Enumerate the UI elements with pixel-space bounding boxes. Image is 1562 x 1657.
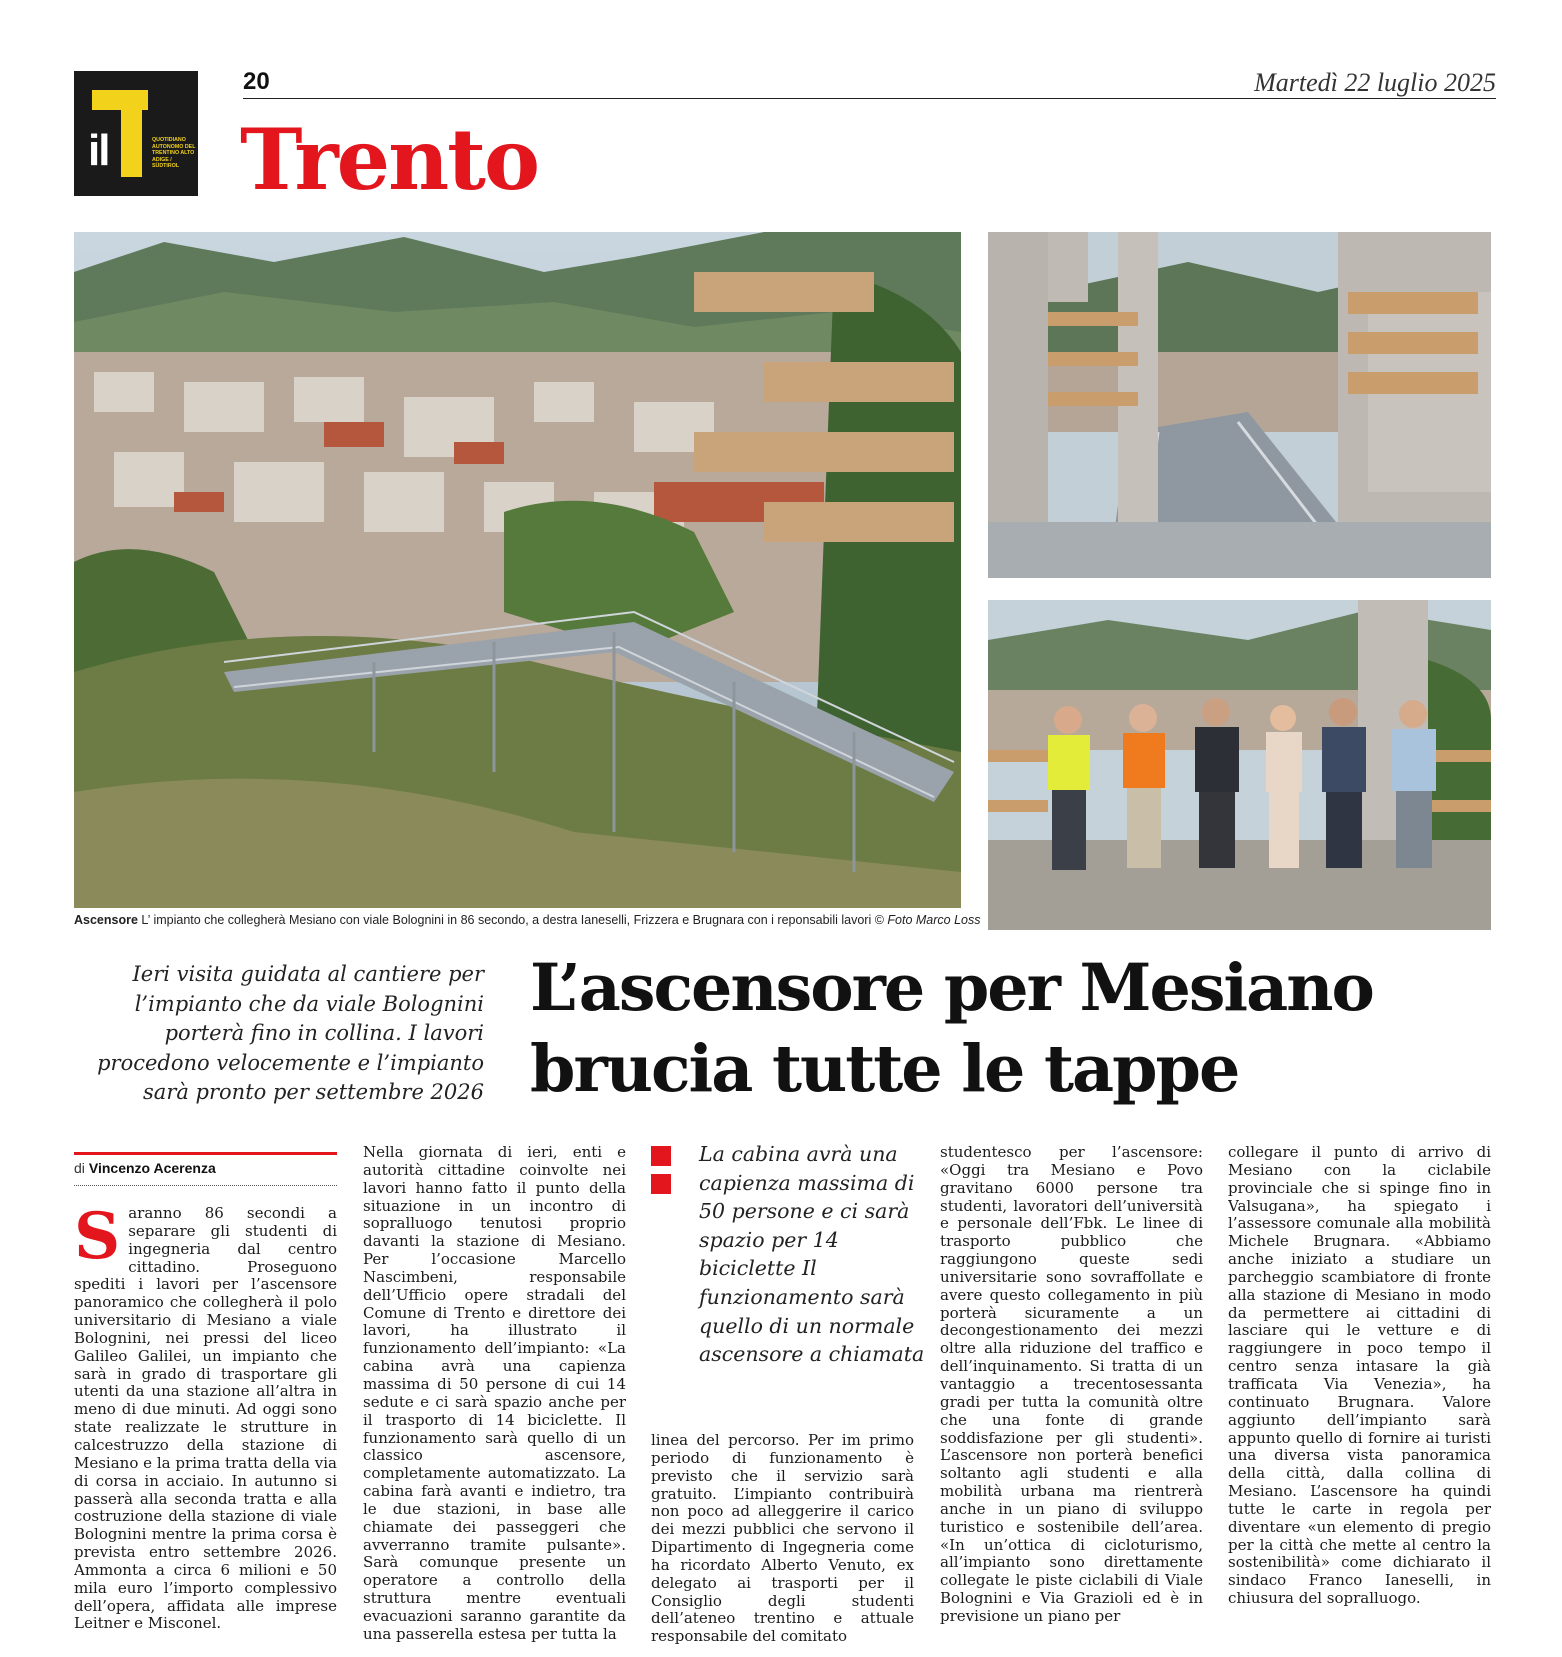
photo-officials-group: [988, 600, 1491, 930]
kicker-line: sarà pronto per settembre 2026: [143, 1080, 484, 1104]
kicker-line: procedono velocemente e l’impianto: [97, 1050, 484, 1075]
main-photo-elevator-track: [74, 232, 961, 908]
article-kicker: [88, 960, 484, 1108]
header-rule: [243, 98, 1496, 99]
caption-label: Ascensore: [74, 913, 138, 927]
dropcap: S: [74, 1205, 121, 1274]
article-column-5: collegare il punto di arrivo di Mesiano con la ciclabile provinciale che si spinge fino in Valsugana», ha spiegato i l’assessore comunale alla mobilità Michele Brugnara. «Abbiamo anche iniziato a studiare un parcheggio scambiatore di fronte alla stazione di Mesiano in modo da permettere ai cittadini di lasciare qui le vetture e di raggiungere in poco tempo il centro senza intasare la già trafficata Via Venezia», ha continuato Brugnara. Valore aggiunto dell’impianto sarà appunto quello di fornire ai turisti una diversa vista panoramica della città, dalla collina di Mesiano. L’ascensore ha quindi tutte le carte in regola per diventare «un elemento di pregio per la città che mette al centro la sostenibilità» come dichiarato il sindaco Franco Ianeselli, in chiusura del sopralluogo.: [1228, 1144, 1491, 1608]
column-1-text: aranno 86 secondi a separare gli studenti di ingegneria dal centro cittadino. Proseguono spediti i lavori per l’ascensore panoramico che collegherà il polo universitario di Mesiano a viale Bolognini, nei pressi del liceo Galileo Galilei, un impianto che sarà in grado di trasportare gli utenti da una stazione all’altra in meno di due minuti. Ad oggi sono state realizzate le strutture in calcestruzzo della stazione di Mesiano e la prima tratta della via di corsa in acciaio. In autunno si passerà alla seconda tratta e alla costruzione della stazione di viale Bolognini mentre la prima corsa è prevista entro settembre 2026. Ammonta a circa 6 milioni e 50 mila euro l’importo complessivo dell’opera, affidata alle imprese Leitner e Misconel.: [74, 1205, 337, 1633]
issue-date: Martedì 22 luglio 2025: [1254, 68, 1496, 97]
logo-t-stem: [121, 90, 142, 177]
headline-line: L’ascensore per Mesiano: [530, 950, 1373, 1026]
byline-rule-bottom: [74, 1185, 337, 1186]
kicker-line: l’impianto che da viale Bolognini: [134, 991, 484, 1016]
page-number: 20: [243, 68, 270, 95]
section-title: Trento: [240, 110, 538, 209]
article-column-4: studentesco per l’ascensore: «Oggi tra Mesiano e Povo gravitano 6000 persone tra studenti, lavoratori dell’università e personale dell’Fbk. Le linee di trasporto pubblico che raggiungono queste sedi universitarie sono sovraffollate e avere questo collegamento in più porterà sicuramente a un decongestionamento dei mezzi oltre alla riduzione del traffico e dell’inquinamento. Si tratta di un vantaggio a trecentosessanta gradi per tutta la comunità oltre che una fonte di grande soddisfazione per gli studenti». L’ascensore non porterà benefici soltanto agli studenti e alla mobilità urbana ma rientrerà anche in un piano di sviluppo turistico e sostenibile dell’area. «In un’ottica di cicloturismo, all’impianto sono direttamente collegate le piste ciclabili di Viale Bolognini e Via Grazioli ed è in previsione un piano per: [940, 1144, 1203, 1625]
pullquote: La cabina avrà una capienza massima di 50 persone e ci sarà spazio per 14 biciclette Il funzionamento sarà quello di un normale ascensore a chiamata: [699, 1142, 925, 1367]
newspaper-logo: [74, 71, 198, 196]
article-headline: [530, 948, 1530, 1110]
byline-rule-top: [74, 1152, 337, 1155]
byline-author: Vincenzo Acerenza: [88, 1160, 216, 1176]
logo-il: il: [88, 126, 109, 175]
kicker-line: Ieri visita guidata al cantiere per: [132, 962, 484, 986]
article-column-3: linea del percorso. Per im primo periodo di funzionamento è previsto che il servizio sarà gratuito. L’impianto contribuirà non poco ad alleggerire il carico dei mezzi pubblici che servono il Dipartimento di Ingegneria come ha ricordato Alberto Venuto, ex delegato ai trasporti per il Consiglio degli studenti dell’ateneo trentino e attuale responsabile del comitato: [651, 1432, 914, 1646]
pullquote-marker: [651, 1146, 671, 1166]
article-column-1: [74, 1205, 337, 1657]
logo-tagline: QUOTIDIANO AUTONOMO DEL TRENTINO ALTO ADIGE / SÜDTIROL: [152, 137, 196, 170]
photo-station-interior: [988, 232, 1491, 578]
byline-prefix: di: [74, 1160, 85, 1176]
caption-text: L’ impianto che collegherà Mesiano con viale Bolognini in 86 secondo, a destra Ianeselli, Frizzera e Brugnara con i reponsabili lavori ©: [137, 913, 888, 927]
kicker-line: porterà fino in collina. I lavori: [164, 1021, 484, 1045]
caption-credit: Foto Marco Loss: [887, 913, 981, 927]
pullquote-marker: [651, 1174, 671, 1194]
byline: [74, 1160, 216, 1176]
headline-line: brucia tutte le tappe: [530, 1031, 1239, 1107]
article-column-2: Nella giornata di ieri, enti e autorità cittadine coinvolte nei lavori hanno fatto il punto della situazione in un incontro di sopralluogo tenutosi proprio davanti la stazione di Mesiano. Per l’occasione Marcello Nascimbeni, responsabile dell’Ufficio opere stradali del Comune di Trento e direttore dei lavori, ha illustrato il funzionamento dell’impianto: «La cabina avrà una capienza massima di 50 persone di cui 14 sedute e ci sarà spazio anche per il trasporto di 14 biciclette. Il funzionamento sarà quello di un classico ascensore, completamente automatizzato. La cabina farà avanti e indietro, tra le due stazioni, in base alle chiamate dei passeggeri che avverranno tramite pulsante». Sarà comunque presente un operatore a controllo della struttura mentre eventuali evacuazioni saranno garantite da una passerella estesa per tutta la: [363, 1144, 626, 1643]
photo-caption: [74, 913, 981, 927]
